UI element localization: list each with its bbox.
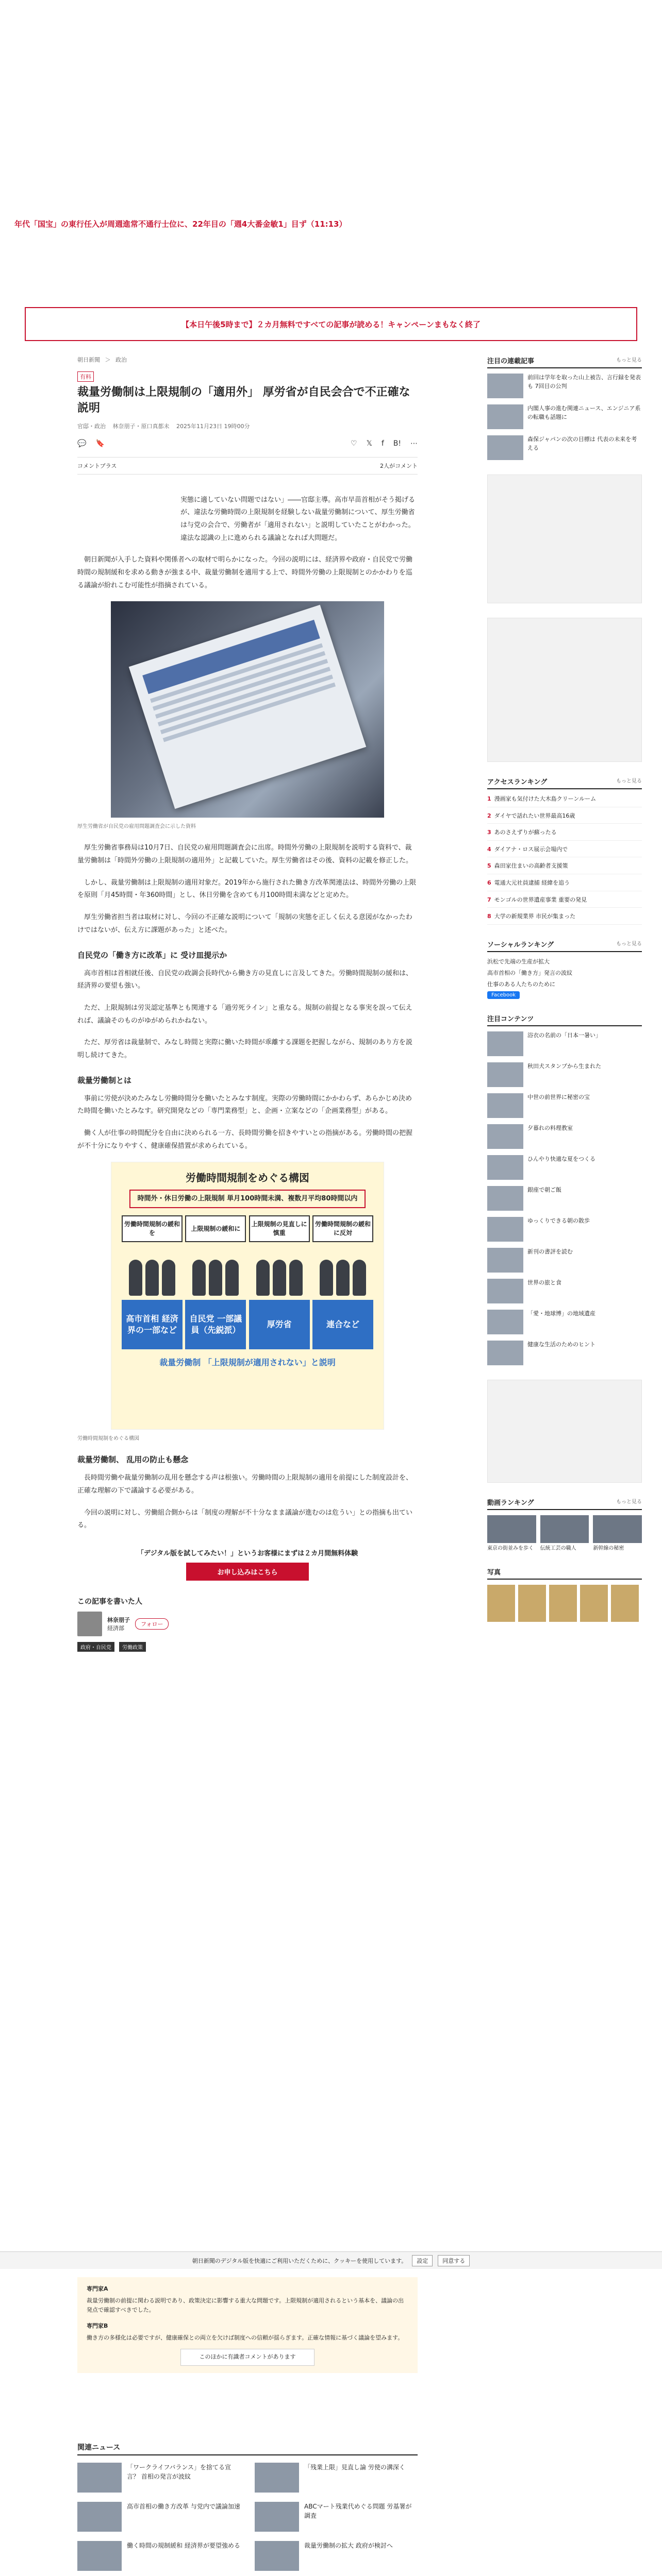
article-meta [77, 422, 418, 430]
article-paragraph: 厚生労働省担当者は取材に対し、今回の不正確な説明について「規制の実態を正しく伝える意図がなかったわけではないが、伝え方に課題があった」と述べた。 [77, 913, 412, 934]
author-tags [77, 1641, 418, 1652]
ranking-heading [487, 776, 642, 789]
pickup-section [487, 355, 642, 460]
video-item[interactable]: 東京の街並みを歩く [487, 1515, 536, 1552]
infographic-column [249, 1215, 310, 1349]
infographic-column [312, 1215, 373, 1349]
social-item[interactable]: 高市首相の「働き方」発言の波紋 [487, 969, 572, 976]
content-item[interactable]: 新刊の書評を読む [487, 1248, 642, 1273]
content-item[interactable]: 秋田犬スタンプから生まれた [487, 1062, 642, 1087]
thumbnail [487, 1341, 523, 1365]
ranking-section [487, 776, 642, 925]
ranking-item[interactable]: 5 森田家住まいの高齢者支援策 [487, 861, 642, 874]
thumbnail [487, 1093, 523, 1118]
breadcrumb [77, 355, 418, 364]
video-thumbnail [487, 1515, 536, 1543]
paid-badge: 有料 [77, 371, 94, 382]
comment-item [87, 2321, 408, 2343]
cookie-text: 朝日新聞のデジタル版を快適にご利用いただくために、クッキーを使用しています。 [192, 2257, 407, 2264]
document-image [129, 605, 367, 809]
infographic[interactable] [111, 1162, 384, 1430]
infographic-caption: 労働時間規制をめぐる構図 [77, 1436, 139, 1442]
photo-section [487, 1567, 642, 1622]
ad-slot[interactable] [487, 474, 642, 603]
photo-thumb[interactable] [580, 1585, 608, 1622]
infographic-column-label: 上限規制の見直しに慎重 [249, 1215, 310, 1242]
photo-thumb[interactable] [518, 1585, 546, 1622]
related-item[interactable] [255, 2541, 418, 2571]
cookie-settings-button[interactable]: 設定 [412, 2255, 433, 2266]
thumbnail [487, 1155, 523, 1180]
photo-heading [487, 1567, 642, 1580]
infographic-column-label: 労働時間規制の緩和に反対 [312, 1215, 373, 1242]
content-item[interactable]: 夕暮れの料理教室 [487, 1124, 642, 1149]
more-comments-button[interactable]: このほかに有識者コメントがあります [180, 2349, 315, 2366]
more-link[interactable]: もっと見る [616, 941, 642, 947]
more-link[interactable]: もっと見る [616, 778, 642, 784]
video-heading [487, 1497, 642, 1510]
people-icon [122, 1246, 183, 1296]
pickup-title: 森保ジャパンの次の目標は 代表の未来を考える [527, 436, 637, 451]
article-paragraph: ただ、厚労省は裁量制で、みなし時間と実際に働いた時間が乖離する課題を把握しながら、規制のあり方を説明し続けてきた。 [77, 1039, 412, 1059]
twitter-x-icon[interactable]: 𝕏 [366, 439, 372, 448]
thumbnail [487, 1062, 523, 1087]
breadcrumb-home[interactable]: 朝日新聞 [77, 357, 100, 363]
infographic-regulation-box: 時間外・休日労働の上限規制 単月100時間未満、複数月平均80時間以内 [129, 1190, 366, 1208]
thumbnail [487, 1310, 523, 1334]
bookmark-icon[interactable]: 🔖 [95, 439, 105, 448]
video-grid [487, 1515, 642, 1552]
pickup-item[interactable] [487, 404, 642, 429]
related-title: 高市首相の働き方改革 与党内で議論加速 [127, 2503, 240, 2510]
more-share-icon[interactable]: ⋯ [410, 439, 418, 448]
people-icon [185, 1246, 246, 1296]
author-name[interactable]: 林奈朋子 [107, 1617, 130, 1624]
article-paragraph: 事前に労使が決めたみなし労働時間分を働いたとみなす制度。実際の労働時間にかかわらず、あらかじめ決めた時間を働いたとみなす。研究開発などの「専門業務型」と、企画・立案などの「企画業務型」がある。 [77, 1094, 412, 1115]
article-tools [77, 439, 418, 448]
social-heading-label: ソーシャルランキング [487, 941, 554, 949]
subscribe-button[interactable]: お申し込みはこちら [186, 1563, 308, 1581]
related-title: ABCマート残業代めぐる問題 労基署が調査 [304, 2503, 412, 2519]
thumbnail [487, 1124, 523, 1149]
photo-thumb[interactable] [611, 1585, 639, 1622]
ranking-item[interactable]: 7 モンゴルの世界遺産事業 重要の発見 [487, 895, 642, 908]
article-photo[interactable] [111, 601, 384, 818]
content-item[interactable]: 銀座で朝ご飯 [487, 1186, 642, 1211]
video-thumbnail [593, 1515, 642, 1543]
social-item[interactable]: 浜松で先端の生産が拡大 [487, 958, 550, 965]
ranking-item[interactable]: 4 ダイアナ・ロス展示会場内で [487, 845, 642, 858]
related-heading: 関連ニュース [77, 2442, 418, 2455]
related-title: 働く時間の規制緩和 経済界が要望強める [127, 2542, 240, 2549]
cookie-banner [0, 2251, 662, 2269]
article-title: 裁量労働制は上限規制の「適用外」 厚労省が自民会合で不正確な説明 [77, 386, 410, 415]
ad-slot[interactable] [487, 618, 642, 762]
infographic-column-actor: 厚労省 [249, 1300, 310, 1349]
section-heading: 裁量労働制、 乱用の防止も懸念 [77, 1455, 189, 1465]
pickup-title: 内閣人事の進む関連ニュース、エンジニア系の転職も話題に [527, 405, 641, 420]
article-paragraph: 高市首相は首相就任後、自民党の政調会長時代から働き方の見直しに言及してきた。労働時間規制の緩和は、経済界の要望も強い。 [77, 969, 413, 990]
thumbnail [77, 2541, 122, 2571]
people-icon [312, 1246, 373, 1296]
article-paragraph: ただ、上限規制は労災認定基準とも関連する「過労死ライン」と重なる。規制の前提となる事実を誤って伝えれば、議論そのものがゆがめられかねない。 [77, 1004, 412, 1025]
infographic-column-label: 上限規制の緩和に [185, 1215, 246, 1242]
article-paragraph: しかし、裁量労働制は上限規制の適用対象だ。2019年から施行された働き方改革関連法は、時間外労働の上限を原則「月45時間・年360時間」とし、休日労働を含めても月100時間未満などと定めた。 [77, 878, 417, 900]
content-heading [487, 1013, 642, 1026]
more-link[interactable]: もっと見る [616, 1499, 642, 1505]
infographic-column-actor: 自民党 一部議員（先鋭派） [185, 1300, 246, 1349]
infographic-column-actor: 連合など [312, 1300, 373, 1349]
comment-item [87, 2284, 408, 2315]
content-item[interactable]: ゆっくりできる朝の散歩 [487, 1217, 642, 1242]
article-main [77, 355, 418, 1652]
thumbnail [487, 435, 523, 460]
related-item[interactable] [255, 2502, 418, 2532]
article-lead: 実態に適していない問題ではない」――官邸主導。高市早苗首相がそう掲げるが、違法な労働時間の上限規制を経験しない裁量労働制について、厚生労働省は与党の会合で、労働者が「適用されない」と説明していたことがわかった。違法な認識の上に進められる議論となれば大問題だ。 [180, 496, 416, 542]
ranking-item[interactable]: 3 あのさえずりが蘇ったる [487, 828, 642, 841]
video-heading-label: 動画ランキング [487, 1499, 534, 1507]
comment-author[interactable]: 専門家A [87, 2285, 108, 2292]
comment-icon[interactable]: 💬 [77, 439, 87, 448]
content-item[interactable]: ひんやり快適な夏をつくる [487, 1155, 642, 1180]
content-item[interactable]: 世界の旅と食 [487, 1279, 642, 1303]
article-author: 林奈朋子・原口真都未 [112, 422, 170, 430]
photo-heading-label: 写真 [487, 1568, 501, 1577]
more-link[interactable]: もっと見る [616, 358, 642, 363]
pickup-item[interactable] [487, 435, 642, 460]
article-series[interactable]: 官邸・政治 [77, 422, 106, 430]
avatar[interactable] [77, 1612, 102, 1636]
social-ranking-section [487, 939, 642, 999]
content-item[interactable]: 中世の前世界に秘密の宝 [487, 1093, 642, 1118]
breadcrumb-section[interactable]: 政治 [115, 357, 127, 363]
follow-button[interactable]: フォロー [135, 1618, 169, 1630]
like-icon[interactable]: ♡ [351, 439, 357, 448]
related-item[interactable] [77, 2541, 240, 2571]
video-item[interactable]: 新幹線の秘密 [593, 1515, 642, 1552]
breadcrumb-sep: ＞ [105, 357, 111, 363]
article-paragraph: 朝日新聞が入手した資料や関係者への取材で明らかになった。今回の説明には、経済界や政府・自民党で労働時間の規制緩和を求める動きが強まる中、裁量労働制を適用する上で、時間外労働の上限規制とのかかわりを巡る議論が紛れこむ可能性が指摘されている。 [77, 556, 413, 589]
content-section [487, 1013, 642, 1365]
cookie-accept-button[interactable]: 同意する [438, 2255, 470, 2266]
breaking-news-ticker[interactable]: 年代「国宝」の東行任入が周週進常不通行士位に、22年目の「週4大番金敏1」目ず（11:13） [14, 219, 347, 229]
thumbnail [255, 2463, 299, 2493]
related-title: 「ワークライフバランス」を捨てる宣言？ 首相の発言が波紋 [127, 2464, 231, 2480]
comment-plus-label: コメントプラス [77, 462, 117, 469]
subscribe-text: 「デジタル版を試してみたい！」というお客様にまずは２カ月間無料体験 [137, 1550, 358, 1558]
related-news [77, 2442, 418, 2576]
thumbnail [77, 2463, 122, 2493]
infographic-column-actor: 高市首相 経済界の一部など [122, 1300, 183, 1349]
comment-plus-bar[interactable] [77, 457, 418, 474]
facebook-icon[interactable]: f [381, 439, 384, 448]
infographic-columns [122, 1215, 373, 1349]
article-paragraph: 働く人が仕事の時間配分を自由に決められる一方、長時間労働を招きやすいとの指摘がある。労働時間の把握が不十分になりやすく、健康確保措置が求められている。 [77, 1129, 413, 1150]
pickup-item[interactable] [487, 374, 642, 398]
thumbnail [487, 404, 523, 429]
comment-plus-count: 2人がコメント [380, 462, 418, 469]
thumbnail [487, 1279, 523, 1303]
infographic-column-label: 労働時間規制の緩和を [122, 1215, 183, 1242]
pickup-heading [487, 355, 642, 368]
tag[interactable]: 政府・自民党 [77, 1642, 114, 1652]
infographic-column [185, 1215, 246, 1349]
ad-slot[interactable] [487, 1380, 642, 1483]
thumbnail [255, 2541, 299, 2571]
video-item[interactable]: 伝統工芸の職人 [540, 1515, 589, 1552]
ranking-item[interactable]: 2 ダイヤで話れたい世界最高16歳 [487, 811, 642, 824]
infographic-footer: 裁量労働制 「上限規制が適用されない」と説明 [159, 1357, 336, 1367]
related-item[interactable] [77, 2463, 240, 2493]
thumbnail [487, 1248, 523, 1273]
social-item[interactable]: 仕事のある人たちのために [487, 980, 555, 988]
content-item[interactable]: 「愛・地球博」の地域遺産 [487, 1310, 642, 1334]
content-heading-label: 注目コンテンツ [487, 1015, 534, 1023]
article-paragraph: 長時間労働や裁量労働制の乱用を懸念する声は根強い。労働時間の上限規制の適用を前提にした制度設計を、正確な理解の下で議論する必要がある。 [77, 1474, 413, 1495]
video-thumbnail [540, 1515, 589, 1543]
author-card [77, 1612, 418, 1636]
article-date: 2025年11月23日 19時00分 [176, 422, 250, 430]
tag[interactable]: 労働政策 [119, 1642, 146, 1652]
author-heading: この記事を書いた人 [77, 1598, 142, 1606]
thumbnail [487, 1031, 523, 1056]
author-role: 経済部 [107, 1625, 124, 1632]
related-list [77, 2463, 418, 2571]
ranking-item[interactable]: 8 大学の新規業界 市民が集まった [487, 912, 642, 925]
section-heading: 裁量労働制とは [77, 1075, 132, 1085]
pickup-heading-label: 注目の連載記事 [487, 358, 535, 365]
article-paragraph: 今回の説明に対し、労働組合側からは「制度の理解が不十分なまま議論が進むのは危うい」との指摘も出ている。 [77, 1509, 413, 1530]
campaign-banner[interactable]: 【本日午後5時まで】２カ月無料ですべての記事が読める！キャンペーンまもなく終了 [25, 307, 637, 341]
sidebar [487, 355, 642, 1636]
comment-text: 働き方の多様化は必要ですが、健康確保との両立を欠けば制度への信頼が揺らぎます。正確な情報に基づく議論を望みます。 [87, 2334, 404, 2341]
infographic-title: 労働時間規制をめぐる構図 [186, 1172, 309, 1184]
subscribe-box [77, 1548, 418, 1581]
thumbnail [487, 1217, 523, 1242]
section-heading: 自民党の「働き方に改革」に 受け皿提示か [77, 950, 227, 960]
thumbnail [255, 2502, 299, 2532]
comment-author[interactable]: 専門家B [87, 2323, 108, 2330]
people-icon [249, 1246, 310, 1296]
expert-comments [77, 2277, 418, 2373]
thumbnail [77, 2502, 122, 2532]
social-heading [487, 939, 642, 952]
related-title: 裁量労働制の拡大 政府が検討へ [304, 2542, 393, 2549]
thumbnail [487, 374, 523, 398]
photo-strip [487, 1585, 642, 1622]
related-title: 「残業上限」見直し論 労使の溝深く [304, 2464, 405, 2471]
article-paragraph: 厚生労働省事務局は10月7日、自民党の雇用問題調査会に出席。時間外労働の上限規制を説明する資料で、裁量労働制は「時間外労働の上限規制の適用外」と記載していた。厚生労働省はその後、資料の記載を修正した。 [77, 844, 413, 865]
pickup-title: 前回は学年を取った山上被告、言行録を発表も 7回目の公判 [527, 374, 641, 389]
content-item[interactable]: 健康な生活のためのヒント [487, 1341, 642, 1365]
hatena-icon[interactable]: B! [393, 439, 401, 448]
ranking-item[interactable]: 1 漫画家も気付けた大木島クリーンルーム [487, 794, 642, 807]
related-item[interactable] [255, 2463, 418, 2493]
ranking-item[interactable]: 6 電通大元社員逮捕 経緯を追う [487, 878, 642, 891]
top-blank-area [0, 0, 662, 155]
photo-caption: 厚生労働省が自民党の雇用問題調査会に示した資料 [77, 824, 196, 830]
content-item[interactable]: 浴衣の名前の「日本一暑い」 [487, 1031, 642, 1056]
photo-thumb[interactable] [487, 1585, 515, 1622]
ranking-heading-label: アクセスランキング [487, 778, 548, 786]
comment-text: 裁量労働制の前提に関わる説明であり、政策決定に影響する重大な問題です。上限規制が適用されるという基本を、議論の出発点で確認すべきでした。 [87, 2297, 404, 2314]
facebook-button[interactable]: Facebook [487, 991, 520, 999]
infographic-column [122, 1215, 183, 1349]
related-item[interactable] [77, 2502, 240, 2532]
video-ranking-section [487, 1497, 642, 1552]
photo-thumb[interactable] [549, 1585, 577, 1622]
thumbnail [487, 1186, 523, 1211]
